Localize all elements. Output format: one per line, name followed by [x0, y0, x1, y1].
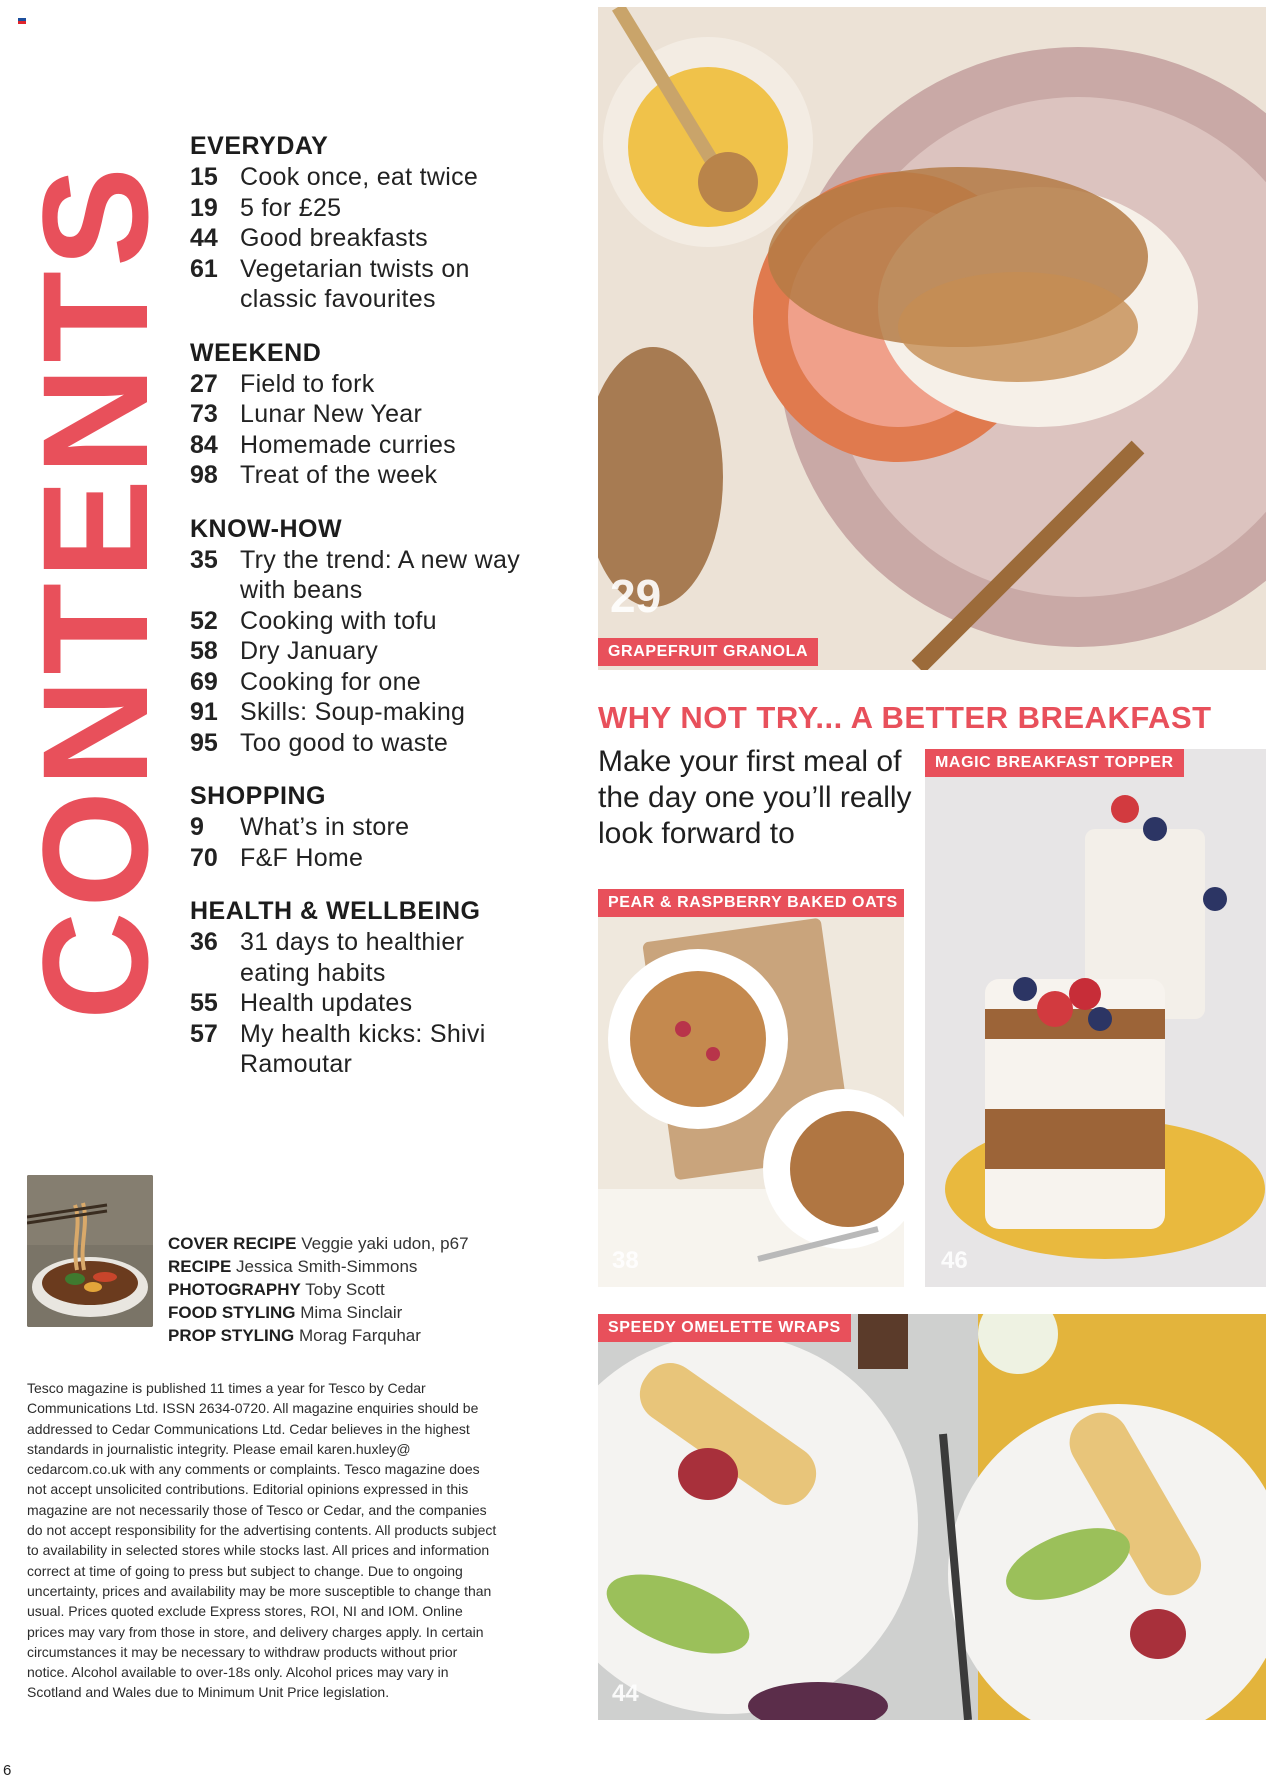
toc-section: [190, 780, 520, 873]
credit-line: [168, 1301, 498, 1324]
credit-label: PHOTOGRAPHY: [168, 1280, 301, 1299]
toc-item-title: Vegetarian twists on classic favourites: [240, 254, 470, 313]
page-number: 6: [3, 1762, 12, 1779]
toc-section-heading: SHOPPING: [190, 782, 326, 810]
toc-item-title: Try the trend: A new way with beans: [240, 545, 521, 604]
toc-item[interactable]: [190, 193, 520, 224]
credits: [168, 1232, 498, 1347]
toc-item[interactable]: [190, 988, 520, 1019]
toc-item-title: What’s in store: [240, 813, 410, 841]
toc-page-number: 69: [190, 667, 218, 696]
omelette-wraps-badge: SPEEDY OMELETTE WRAPS: [598, 1314, 851, 1342]
toc-item-title: Dry January: [240, 637, 379, 665]
toc-item[interactable]: [190, 399, 520, 430]
toc-page-number: 19: [190, 193, 218, 222]
credit-value: Mima Sinclair: [300, 1303, 403, 1322]
toc-page-number: 9: [190, 813, 204, 841]
flag-icon: [18, 18, 26, 24]
credit-line: [168, 1278, 498, 1301]
toc-page-number: 44: [190, 224, 218, 252]
toc-item-title: Lunar New Year: [240, 400, 423, 428]
toc-page-number: 55: [190, 989, 218, 1017]
credit-value: Jessica Smith-Simmons: [236, 1257, 418, 1276]
omelette-wraps-photo: [598, 1314, 1266, 1720]
toc-page-number: 35: [190, 545, 218, 574]
page-ref-38: 38: [612, 1247, 639, 1274]
toc-item[interactable]: [190, 369, 520, 400]
toc-page-number: 15: [190, 163, 218, 191]
cover-recipe-thumbnail: [27, 1175, 153, 1327]
toc-item-title: Too good to waste: [240, 728, 449, 757]
page-ref-44: 44: [612, 1680, 639, 1707]
toc-section-heading: HEALTH & WELLBEING: [190, 897, 481, 925]
toc-page-number: 84: [190, 430, 218, 459]
baked-oats-photo: [598, 889, 904, 1287]
toc-item[interactable]: [190, 728, 520, 759]
toc-item[interactable]: [190, 636, 520, 667]
toc-item[interactable]: [190, 162, 520, 193]
toc-item[interactable]: [190, 545, 520, 606]
toc-page-number: 95: [190, 728, 218, 757]
toc-page-number: 58: [190, 637, 218, 665]
toc-item-title: Homemade curries: [240, 430, 456, 459]
breakfast-topper-badge: MAGIC BREAKFAST TOPPER: [925, 749, 1184, 777]
toc-page-number: 52: [190, 606, 218, 635]
toc-item-title: Health updates: [240, 989, 413, 1017]
toc-item-title: 31 days to healthier eating habits: [240, 928, 465, 987]
toc-page-number: 36: [190, 928, 218, 956]
grapefruit-granola-photo: [598, 7, 1266, 670]
credit-line: [168, 1255, 498, 1278]
toc-item-title: My health kicks: Shivi Ramoutar: [240, 1019, 486, 1078]
why-not-try-subtitle: Make your first meal of the day one you’ll really look forward to: [598, 745, 912, 850]
toc-item[interactable]: [190, 223, 520, 254]
toc-item-title: Treat of the week: [240, 461, 438, 489]
toc-page-number: 27: [190, 369, 218, 398]
toc-section: [190, 513, 520, 759]
toc-page-number: 91: [190, 698, 218, 726]
credit-label: PROP STYLING: [168, 1326, 295, 1345]
toc-page-number: 98: [190, 461, 218, 489]
toc-section-heading: WEEKEND: [190, 338, 322, 367]
breakfast-topper-photo: [925, 749, 1266, 1287]
toc-section: [190, 337, 520, 491]
toc-page-number: 70: [190, 843, 218, 872]
credit-line: [168, 1324, 498, 1347]
toc-page-number: 61: [190, 254, 218, 283]
grapefruit-granola-badge: GRAPEFRUIT GRANOLA: [598, 638, 818, 666]
credit-label: RECIPE: [168, 1257, 232, 1276]
toc-item[interactable]: [190, 606, 520, 637]
toc-item-title: Cooking for one: [240, 667, 422, 696]
toc-item-title: Cooking with tofu: [240, 606, 437, 635]
credit-label: FOOD STYLING: [168, 1303, 296, 1322]
toc-item[interactable]: [190, 812, 520, 843]
toc-item[interactable]: [190, 843, 520, 874]
toc-item[interactable]: [190, 1019, 520, 1080]
toc-item-title: F&F Home: [240, 843, 364, 872]
credit-line: [168, 1232, 498, 1255]
credit-value: Morag Farquhar: [299, 1326, 421, 1345]
toc-item[interactable]: [190, 460, 520, 491]
toc-item[interactable]: [190, 667, 520, 698]
toc-item[interactable]: [190, 927, 520, 988]
credit-label: COVER RECIPE: [168, 1234, 297, 1253]
toc-item-title: 5 for £25: [240, 193, 342, 222]
table-of-contents: [190, 130, 520, 1102]
toc-item[interactable]: [190, 430, 520, 461]
page-ref-46: 46: [941, 1247, 968, 1274]
page-ref-29: 29: [610, 570, 662, 622]
legal-notice: Tesco magazine is published 11 times a year for Tesco by Cedar Communications Ltd. ISSN 2634-0720. All magazine enquiries should be addressed to Cedar Communications Ltd. Cedar believes in the highest standards in journalistic integrity. Please email karen.huxley@ cedarcom.co.uk with any comments or complaints. Tesco magazine does not accept unsolicited contributions. Editorial opinions expressed in this magazine are not necessarily those of Tesco or Cedar, and the companies do not accept responsibility for the advertising contents. All products subject to availability in selected stores while stocks last. All prices and information correct at time of going to press but subject to change. Due to ongoing uncertainty, prices and availability may be more susceptible to change than usual. Prices quoted exclude Express stores, ROI, NI and IOM. Online prices may vary from those in store, and delivery charges apply. In certain circumstances it may be necessary to withdraw products without prior notice. Alcohol available to over-18s only. Alcohol prices may vary in Scotland and Wales due to Minimum Unit Price legislation.: [27, 1380, 497, 1701]
toc-item-title: Field to fork: [240, 369, 375, 398]
toc-item[interactable]: [190, 254, 520, 315]
why-not-try-heading: WHY NOT TRY... A BETTER BREAKFAST: [598, 700, 1212, 735]
toc-page-number: 57: [190, 1019, 218, 1048]
toc-section-heading: KNOW-HOW: [190, 514, 343, 543]
toc-item-title: Skills: Soup-making: [240, 698, 466, 726]
baked-oats-badge: PEAR & RASPBERRY BAKED OATS: [598, 889, 904, 917]
toc-item-title: Good breakfasts: [240, 224, 428, 252]
toc-section: [190, 895, 520, 1080]
credit-value: Toby Scott: [305, 1280, 385, 1299]
toc-item[interactable]: [190, 697, 520, 728]
toc-section: [190, 130, 520, 315]
toc-item-title: Cook once, eat twice: [240, 163, 479, 191]
toc-section-heading: EVERYDAY: [190, 132, 329, 160]
credit-value: Veggie yaki udon, p67: [301, 1234, 469, 1253]
toc-page-number: 73: [190, 400, 218, 428]
